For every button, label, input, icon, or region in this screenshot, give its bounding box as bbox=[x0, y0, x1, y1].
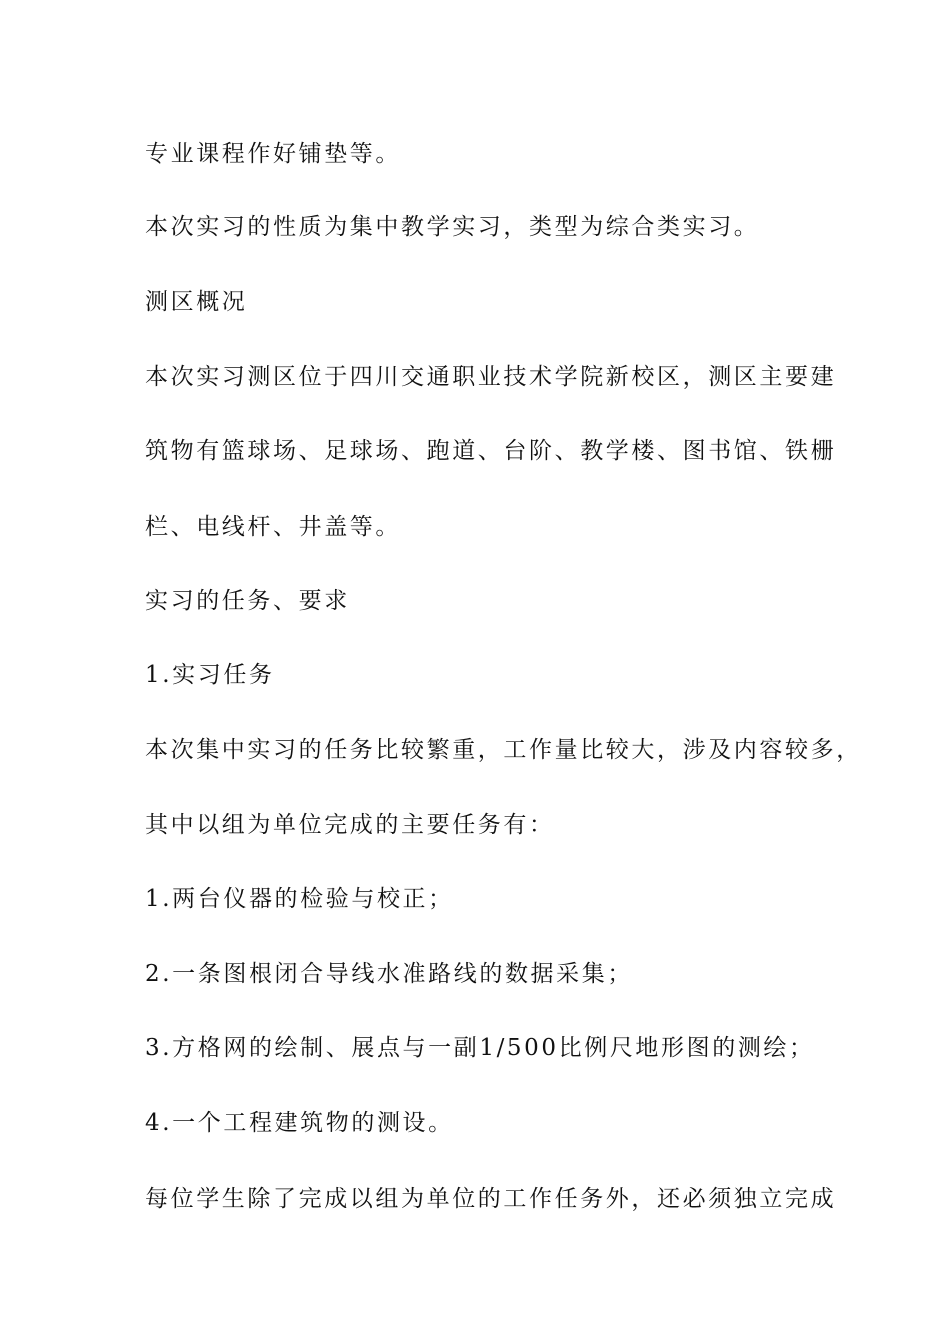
paragraph-line: 本次实习的性质为集中教学实习，类型为综合类实习。 bbox=[145, 214, 760, 240]
paragraph-line: 专业课程作好铺垫等。 bbox=[145, 141, 401, 167]
paragraph-line: 本次集中实习的任务比较繁重，工作量比较大，涉及内容较多， bbox=[145, 737, 862, 763]
subsection-heading: 1.实习任务 bbox=[145, 662, 275, 688]
paragraph-line: 每位学生除了完成以组为单位的工作任务外，还必须独立完成 bbox=[145, 1186, 837, 1212]
section-heading: 测区概况 bbox=[145, 289, 248, 315]
list-item: 3.方格网的绘制、展点与一副1/500比例尺地形图的测绘； bbox=[145, 1035, 815, 1061]
paragraph-line: 栏、电线杆、井盖等。 bbox=[145, 514, 401, 540]
list-item: 1.两台仪器的检验与校正； bbox=[145, 886, 454, 912]
list-item: 4.一个工程建筑物的测设。 bbox=[145, 1110, 454, 1136]
section-heading: 实习的任务、要求 bbox=[145, 588, 350, 614]
list-item: 2.一条图根闭合导线水准路线的数据采集； bbox=[145, 961, 633, 987]
paragraph-line: 其中以组为单位完成的主要任务有： bbox=[145, 812, 555, 838]
paragraph-line: 本次实习测区位于四川交通职业技术学院新校区，测区主要建 bbox=[145, 364, 837, 390]
paragraph-line: 筑物有篮球场、足球场、跑道、台阶、教学楼、图书馆、铁栅 bbox=[145, 438, 837, 464]
